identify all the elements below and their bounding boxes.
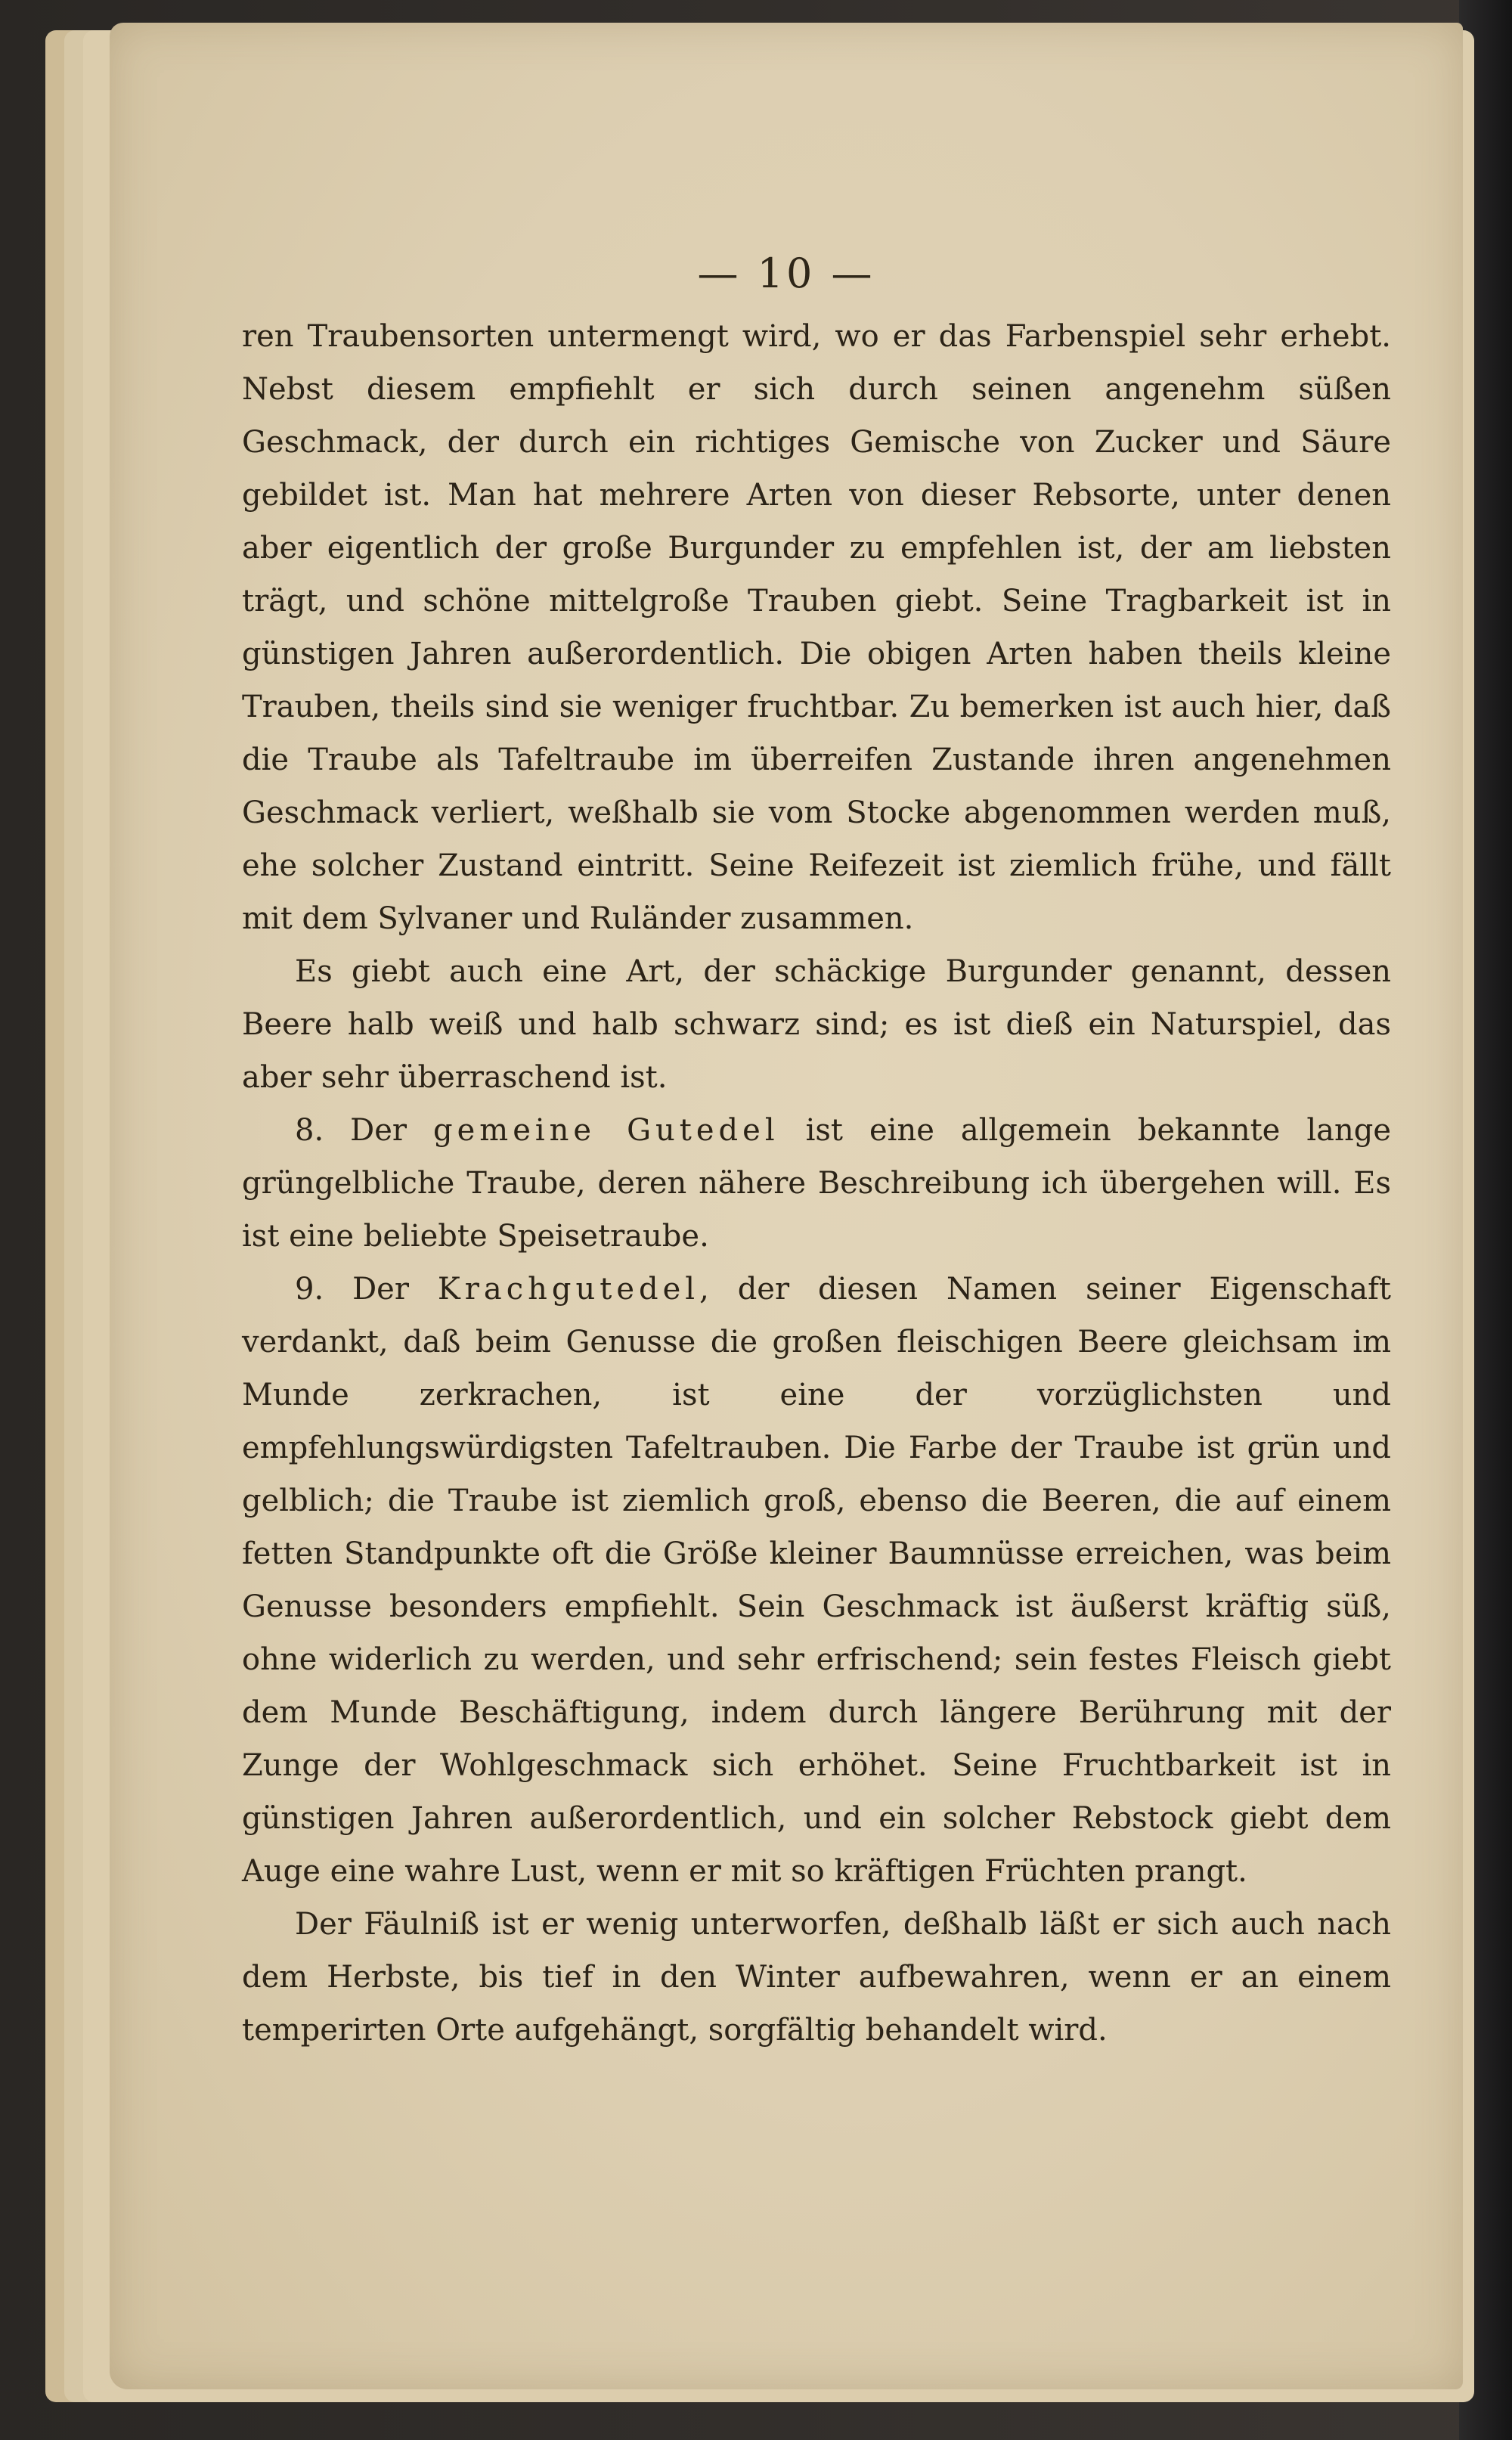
paragraph-4 — [242, 1263, 1391, 1898]
body-text — [242, 310, 1391, 2057]
page-number: — 10 — — [697, 250, 875, 297]
grape-name-gutedel: gemeine Gutedel — [433, 1113, 779, 1148]
paragraph-3-text: ist eine allgemein bekannte lange grüngelbliche Traube, deren nähere Beschreibung ich übergehen will. Es ist eine beliebte Speisetraube. — [242, 1113, 1391, 1254]
paragraph-3-lead: 8. Der — [295, 1113, 433, 1148]
paragraph-4-lead: 9. Der — [295, 1272, 438, 1307]
paragraph-5: Der Fäulniß ist er wenig unterworfen, deßhalb läßt er sich auch nach dem Herbste, bis tief in den Winter aufbewahren, wenn er an einem temperirten Orte aufgehängt, sorgfältig behandelt wird. — [242, 1907, 1391, 2048]
grape-name-krachgutedel: Krachgutedel — [437, 1272, 700, 1307]
paragraph-1: ren Traubensorten untermengt wird, wo er das Farbenspiel sehr erhebt. Nebst diesem empfiehlt er sich durch seinen angenehm süßen Geschmack, der durch ein richtiges Gemische von Zucker und Säure gebildet ist. Man hat mehrere Arten von dieser Rebsorte, unter denen aber eigentlich der große Burgunder zu empfehlen ist, der am liebsten trägt, und schöne mittelgroße Trauben giebt. Seine Tragbarkeit ist in günstigen Jahren außerordentlich. Die obigen Arten haben theils kleine Trauben, theils sind sie weniger fruchtbar. Zu bemerken ist auch hier, daß die Traube als Tafeltraube im überreifen Zustande ihren angenehmen Geschmack verliert, weßhalb sie vom Stocke abgenommen werden muß, ehe solcher Zustand eintritt. Seine Reifezeit ist ziemlich frühe, und fällt mit dem Sylvaner und Ruländer zusammen. — [242, 319, 1391, 936]
paragraph-3 — [242, 1104, 1391, 1263]
paragraph-4-text: , der diesen Namen seiner Eigenschaft verdankt, daß beim Genusse die großen fleischigen Beere gleichsam im Munde zerkrachen, ist eine der vorzüglichsten und empfehlungswürdigsten Tafeltrauben. Die Farbe der Traube ist grün und gelblich; die Traube ist ziemlich groß, ebenso die Beeren, die auf einem fetten Standpunkte oft die Größe kleiner Baumnüsse erreichen, was beim Genusse besonders empfiehlt. Sein Geschmack ist äußerst kräftig süß, ohne widerlich zu werden, und sehr erfrischend; sein festes Fleisch giebt dem Munde Beschäftigung, indem durch längere Berührung mit der Zunge der Wohlgeschmack sich erhöhet. Seine Fruchtbarkeit ist in günstigen Jahren außerordentlich, und ein solcher Rebstock giebt dem Auge eine wahre Lust, wenn er mit so kräftigen Früchten prangt. — [242, 1272, 1391, 1889]
paragraph-2: Es giebt auch eine Art, der schäckige Burgunder genannt, dessen Beere halb weiß und halb schwarz sind; es ist dieß ein Naturspiel, das aber sehr überraschend ist. — [242, 954, 1391, 1095]
